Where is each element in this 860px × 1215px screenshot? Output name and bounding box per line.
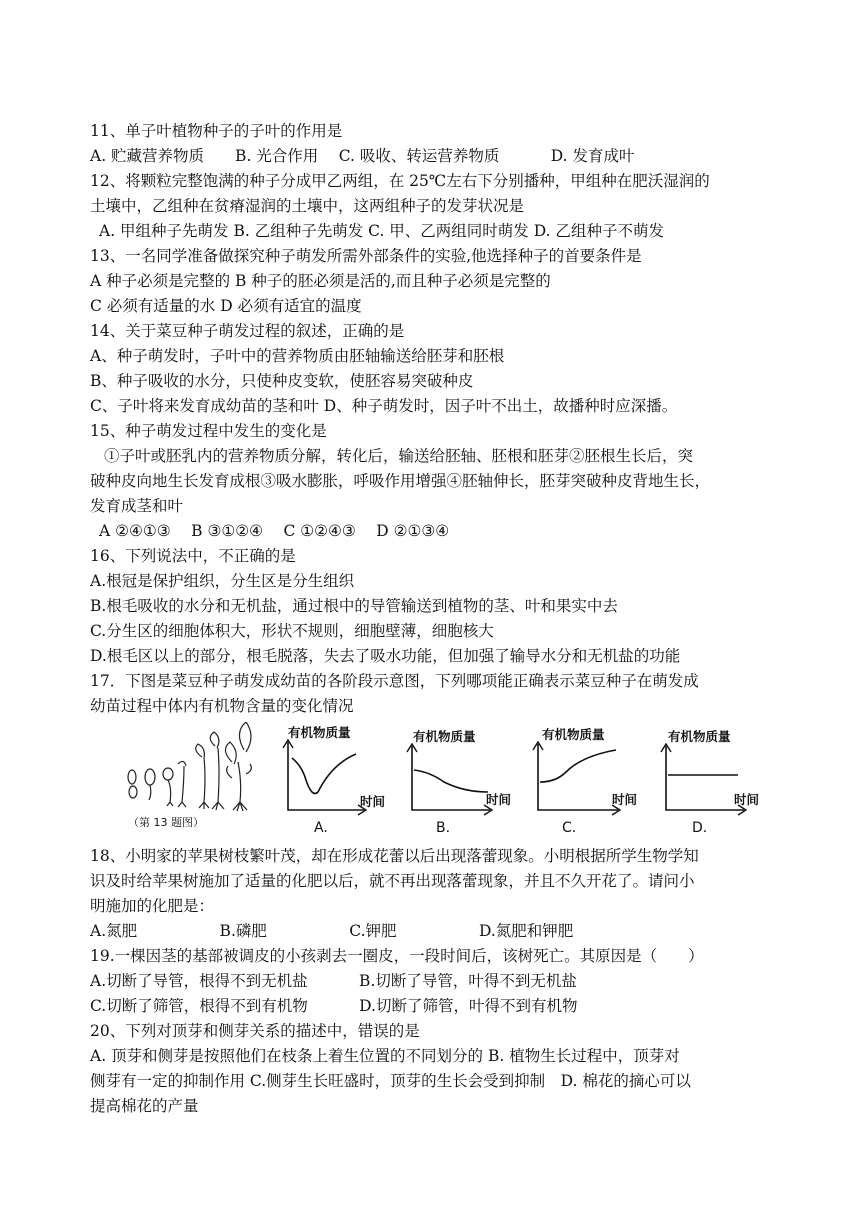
graph-c-curve [540, 750, 616, 782]
graph-c-ylabel: 有机物质量 [542, 727, 605, 742]
graph-d [661, 729, 760, 836]
graph-b [407, 729, 512, 836]
q15-options: A ②④①③ B ③①②④ C ①②④③ D ②①③④ [99, 522, 450, 540]
q13-options-cd: C 必须有适量的水 D 必须有适宜的温度 [90, 297, 362, 315]
seedling-stages-drawing [128, 722, 251, 811]
figure-caption: （第 13 题图） [128, 816, 204, 829]
q15-text-line3: 发育成茎和叶 [90, 497, 184, 515]
q14-option-b: B、种子吸收的水分，只使种皮变软，使胚容易突破种皮 [90, 372, 474, 390]
graph-d-xlabel: 时间 [734, 792, 760, 807]
graph-b-ylabel: 有机物质量 [413, 729, 476, 744]
q20-options-line3: 提高棉花的产量 [90, 1097, 199, 1115]
q19-options-cd: C.切断了筛管，根得不到有机物 D.切断了筛管，叶得不到有机物 [90, 997, 578, 1015]
graph-c-xlabel: 时间 [612, 792, 638, 807]
q19-stem: 19.一棵因茎的基部被调皮的小孩剥去一圈皮，一段时间后，该树死亡。其原因是（ ） [90, 947, 704, 965]
q17-figure [120, 722, 780, 840]
q15-text-line1: ①子叶或胚乳内的营养物质分解，转化后，输送给胚轴、胚根和胚芽②胚根生长后，突 [104, 447, 694, 465]
q17-stem-line1: 17．下图是菜豆种子萌发成幼苗的各阶段示意图，下列哪项能正确表示菜豆种子在萌发成 [90, 672, 699, 690]
q20-options-line1: A. 顶芽和侧芽是按照他们在枝条上着生位置的不同划分的 B. 植物生长过程中，顶芽对 [90, 1047, 680, 1065]
q15-stem: 15、种子萌发过程中发生的变化是 [90, 422, 327, 440]
q14-option-cd: C、子叶将来发育成幼苗的茎和叶 D、种子萌发时，因子叶不出土，故播种时应深播。 [90, 397, 678, 415]
q16-option-b: B.根毛吸收的水分和无机盐，通过根中的导管输送到植物的茎、叶和果实中去 [90, 597, 618, 615]
q14-stem: 14、关于菜豆种子萌发过程的叙述，正确的是 [90, 322, 405, 340]
graph-a-ylabel: 有机物质量 [288, 725, 351, 740]
q18-stem-line3: 明施加的化肥是： [90, 897, 215, 915]
q16-option-d: D.根毛区以上的部分，根毛脱落，失去了吸水功能，但加强了输导水分和无机盐的功能 [90, 647, 681, 665]
q17-stem-line2: 幼苗过程中体内有机物含量的变化情况 [90, 697, 354, 715]
option-a-label: A. [314, 820, 328, 836]
graph-c [533, 727, 638, 836]
option-c-label: C. [562, 820, 577, 836]
graph-a-xlabel: 时间 [360, 794, 386, 809]
q11-options: A. 贮藏营养物质 B. 光合作用 C. 吸收、转运营养物质 D. 发育成叶 [90, 147, 635, 165]
q16-stem: 16、下列说法中，不正确的是 [90, 547, 296, 565]
q12-stem-line2: 土壤中，乙组种在贫瘠湿润的土壤中，这两组种子的发芽状况是 [90, 197, 525, 215]
graph-a-curve [292, 754, 356, 794]
q16-option-a: A.根冠是保护组织，分生区是分生组织 [90, 572, 355, 590]
q20-stem: 20、下列对顶芽和侧芽关系的描述中，错误的是 [90, 1022, 420, 1040]
q11-stem: 11、单子叶植物种子的子叶的作用是 [90, 122, 343, 140]
q12-options: A. 甲组种子先萌发 B. 乙组种子先萌发 C. 甲、乙两组同时萌发 D. 乙组种子不萌发 [99, 222, 664, 240]
q18-stem-line2: 识及时给苹果树施加了适量的化肥以后，就不再出现落蕾现象，并且不久开花了。请问小 [90, 872, 695, 890]
q13-options-ab: A 种子必须是完整的 B 种子的胚必须是活的,而且种子必须是完整的 [90, 272, 551, 290]
q18-stem-line1: 18、小明家的苹果树枝繁叶茂，却在形成花蕾以后出现落蕾现象。小明根据所学生物学知 [90, 847, 699, 865]
graph-d-ylabel: 有机物质量 [668, 729, 731, 744]
q19-options-ab: A.切断了导管，根得不到无机盐 B.切断了导管，叶得不到无机盐 [90, 972, 577, 990]
q18-options: A.氮肥 B.磷肥 C.钾肥 D.氮肥和钾肥 [90, 922, 574, 940]
graph-b-xlabel: 时间 [486, 792, 512, 807]
q20-options-line2: 侧芽有一定的抑制作用 C.侧芽生长旺盛时，顶芽的生长会受到抑制 D. 棉花的摘心可以 [90, 1072, 691, 1090]
graph-b-curve [414, 770, 488, 792]
q13-stem: 13、一名同学准备做探究种子萌发所需外部条件的实验,他选择种子的首要条件是 [90, 247, 642, 265]
q14-option-a: A、种子萌发时，子叶中的营养物质由胚轴输送给胚芽和胚根 [90, 347, 505, 365]
option-d-label: D. [692, 820, 708, 836]
graph-a [283, 725, 386, 836]
q15-text-line2: 破种皮向地生长发育成根③吸水膨胀，呼吸作用增强④胚轴伸长，胚芽突破种皮背地生长， [90, 472, 711, 490]
option-b-label: B. [436, 820, 451, 836]
q12-stem-line1: 12、将颗粒完整饱满的种子分成甲乙两组，在 25℃左右下分别播种，甲组种在肥沃湿润的 [90, 172, 710, 190]
q16-option-c: C.分生区的细胞体积大，形状不规则，细胞壁薄，细胞核大 [90, 622, 494, 640]
